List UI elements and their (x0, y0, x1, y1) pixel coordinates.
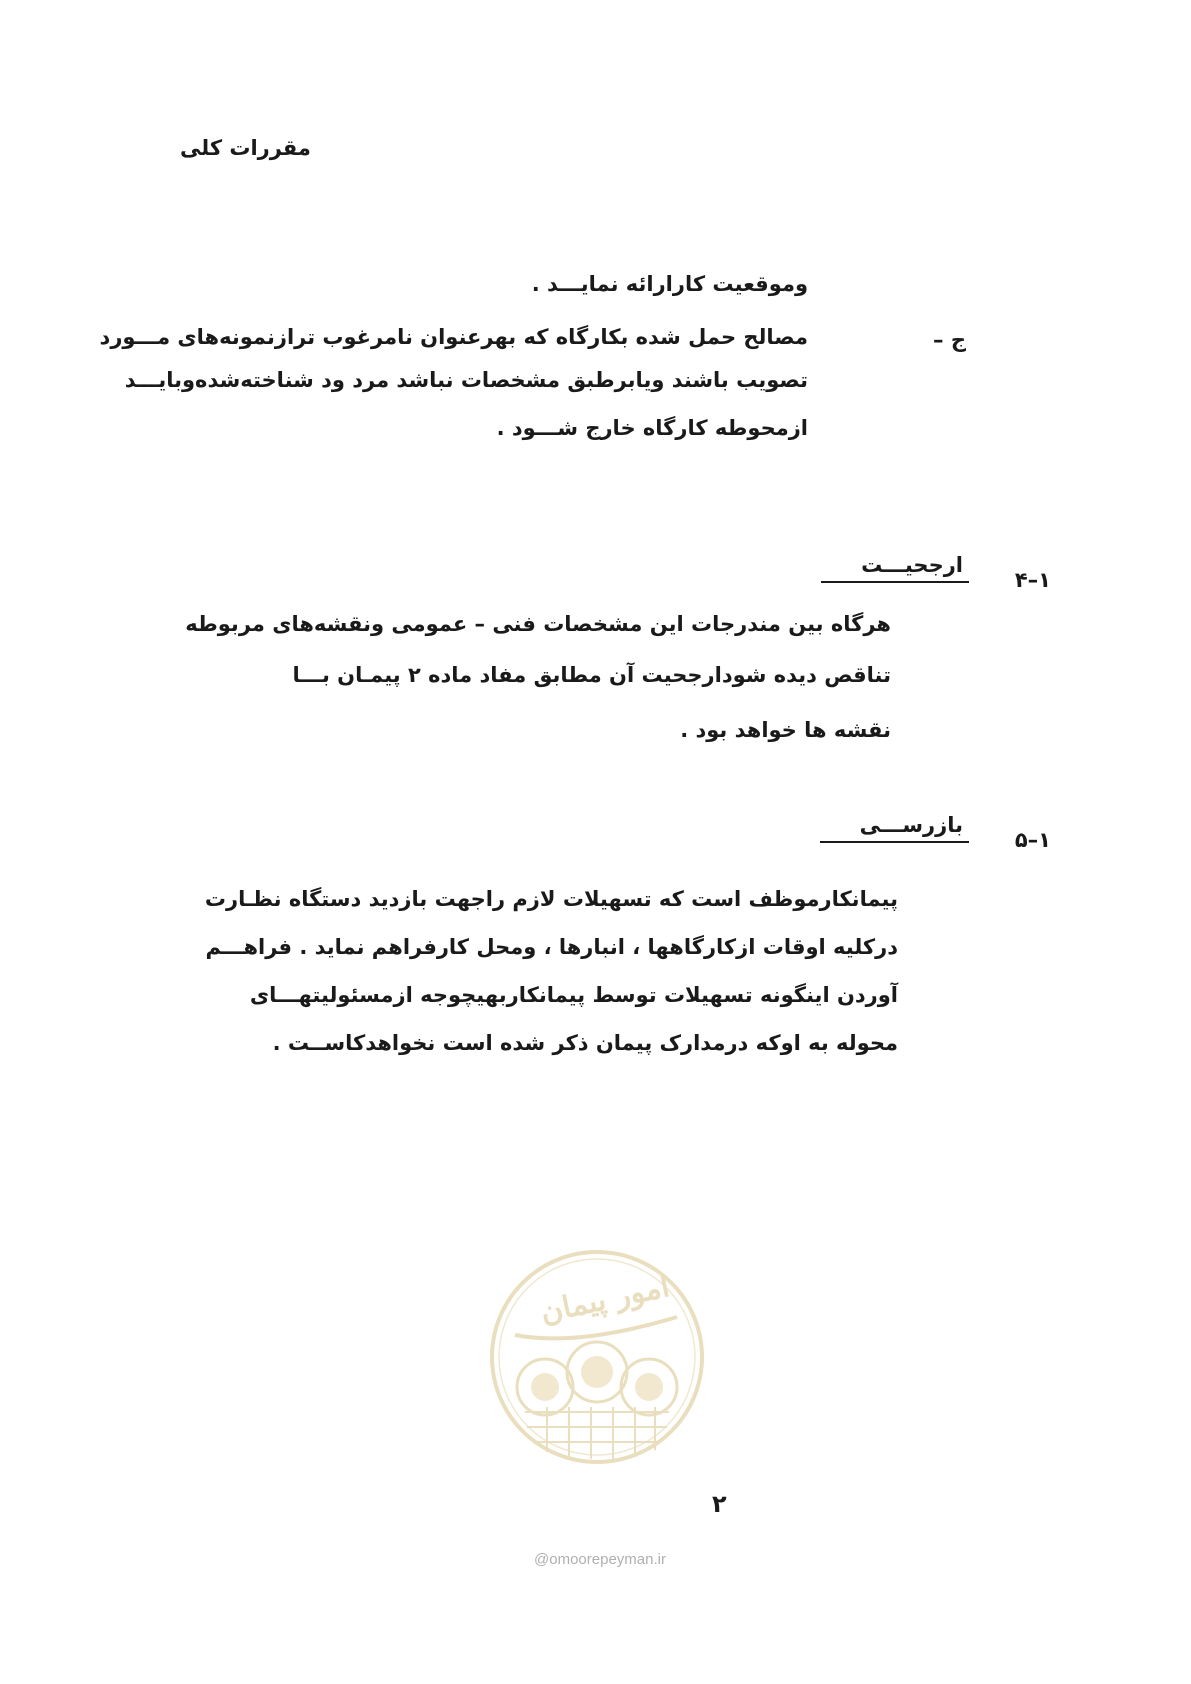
section-4-title: ارجحیـــت (821, 553, 969, 583)
page-number: ۲ (712, 1490, 727, 1518)
section-4-line-3: نقشه ها خواهد بود . (680, 718, 891, 742)
item-c-line-2: تصویب باشند ویابرطبق مشخصات نباشد مرد ود شناخته‌شده‌وبایـــد (124, 368, 808, 392)
intro-line: وموقعیت کارارائه نمایـــد . (531, 272, 808, 296)
watermark-caption: @omoorepeyman.ir (534, 1551, 666, 1568)
item-c-line-1: مصالح حمل شده بکارگاه که بهرعنوان نامرغوب ترازنمونه‌های مـــورد (99, 325, 808, 349)
section-5-number: ۱–۵ (1014, 828, 1051, 852)
section-5-line-2: درکلیه اوقات ازکارگاهها ، انبارها ، ومحل کارفراهم نماید . فراهـــم (205, 935, 898, 959)
section-5-title: بازرســـی (820, 813, 969, 843)
section-5-line-1: پیمانکارموظف است که تسهیلات لازم راجهت بازدید دستگاه نظـارت (204, 887, 898, 911)
page-header-title: مقررات کلی (180, 136, 311, 160)
watermark-logo-text: امور پیمان (537, 1268, 673, 1331)
section-5-line-4: محوله به اوکه درمدارک پیمان ذکر شده است نخواهدکاســت . (272, 1031, 898, 1055)
watermark-logo (487, 1247, 707, 1467)
section-4-line-1: هرگاه بین مندرجات این مشخصات فنی – عمومی ونقشه‌های مربوطه (185, 612, 891, 636)
item-c-line-3: ازمحوطه کارگاه خارج شـــود . (496, 416, 808, 440)
section-4-line-2: تناقص دیده شودارجحیت آن مطابق مفاد ماده ۲ پیمـان بـــا (292, 663, 891, 687)
section-4-number: ۱–۴ (1014, 568, 1051, 592)
item-c-marker: ج – (933, 328, 966, 352)
section-5-line-3: آوردن اینگونه تسهیلات توسط پیمانکاربهیچوجه ازمسئولیتهـــای (249, 983, 898, 1007)
